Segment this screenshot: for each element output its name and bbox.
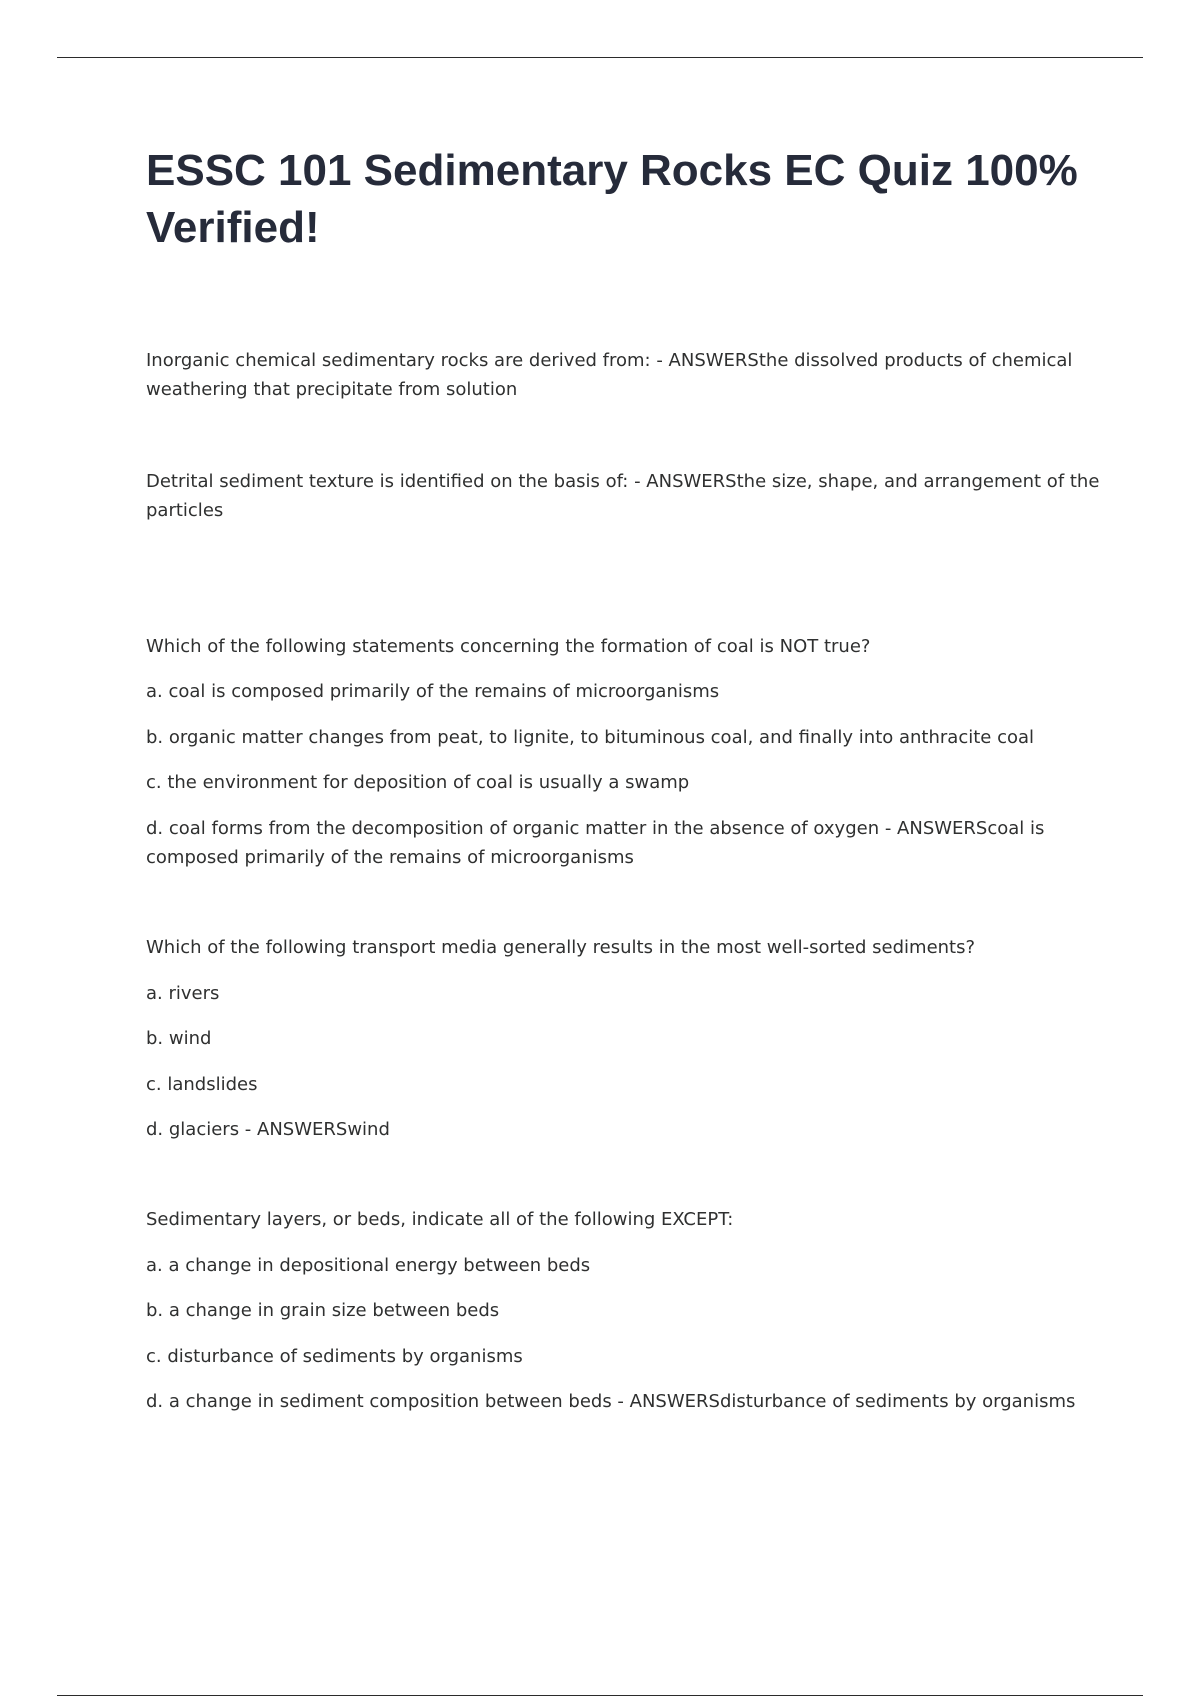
question-3: Which of the following statements concerning the formation of coal is NOT true? xyxy=(146,636,871,657)
question-3-option-b: b. organic matter changes from peat, to lignite, to bituminous coal, and finally into anthracite coal xyxy=(146,727,1035,748)
question-3-option-d: d. coal forms from the decomposition of organic matter in the absence of oxygen - ANSWERScoal is composed primarily of the remains of microorganisms xyxy=(146,818,1045,868)
question-5: Sedimentary layers, or beds, indicate all of the following EXCEPT: xyxy=(146,1209,734,1230)
question-1: Inorganic chemical sedimentary rocks are derived from: - ANSWERSthe dissolved products of chemical weathering that precipitate from solution xyxy=(146,350,1073,400)
question-5-option-a: a. a change in depositional energy between beds xyxy=(146,1255,591,1276)
question-3-option-c: c. the environment for deposition of coal is usually a swamp xyxy=(146,772,690,793)
question-4-option-d: d. glaciers - ANSWERSwind xyxy=(146,1119,390,1140)
question-5-option-b: b. a change in grain size between beds xyxy=(146,1300,500,1321)
question-2: Detrital sediment texture is identified on the basis of: - ANSWERSthe size, shape, and arrangement of the particles xyxy=(146,471,1100,521)
question-4-option-c: c. landslides xyxy=(146,1074,258,1095)
question-4-option-b: b. wind xyxy=(146,1028,212,1049)
question-4-option-a: a. rivers xyxy=(146,983,220,1004)
question-5-option-d: d. a change in sediment composition between beds - ANSWERSdisturbance of sediments by organisms xyxy=(146,1391,1076,1412)
document-title: ESSC 101 Sedimentary Rocks EC Quiz 100% Verified! xyxy=(146,146,1078,252)
question-3-option-a: a. coal is composed primarily of the remains of microorganisms xyxy=(146,681,720,702)
top-rule xyxy=(57,57,1143,58)
question-5-option-c: c. disturbance of sediments by organisms xyxy=(146,1346,523,1367)
bottom-rule xyxy=(57,1695,1143,1696)
question-4: Which of the following transport media generally results in the most well-sorted sediments? xyxy=(146,937,976,958)
